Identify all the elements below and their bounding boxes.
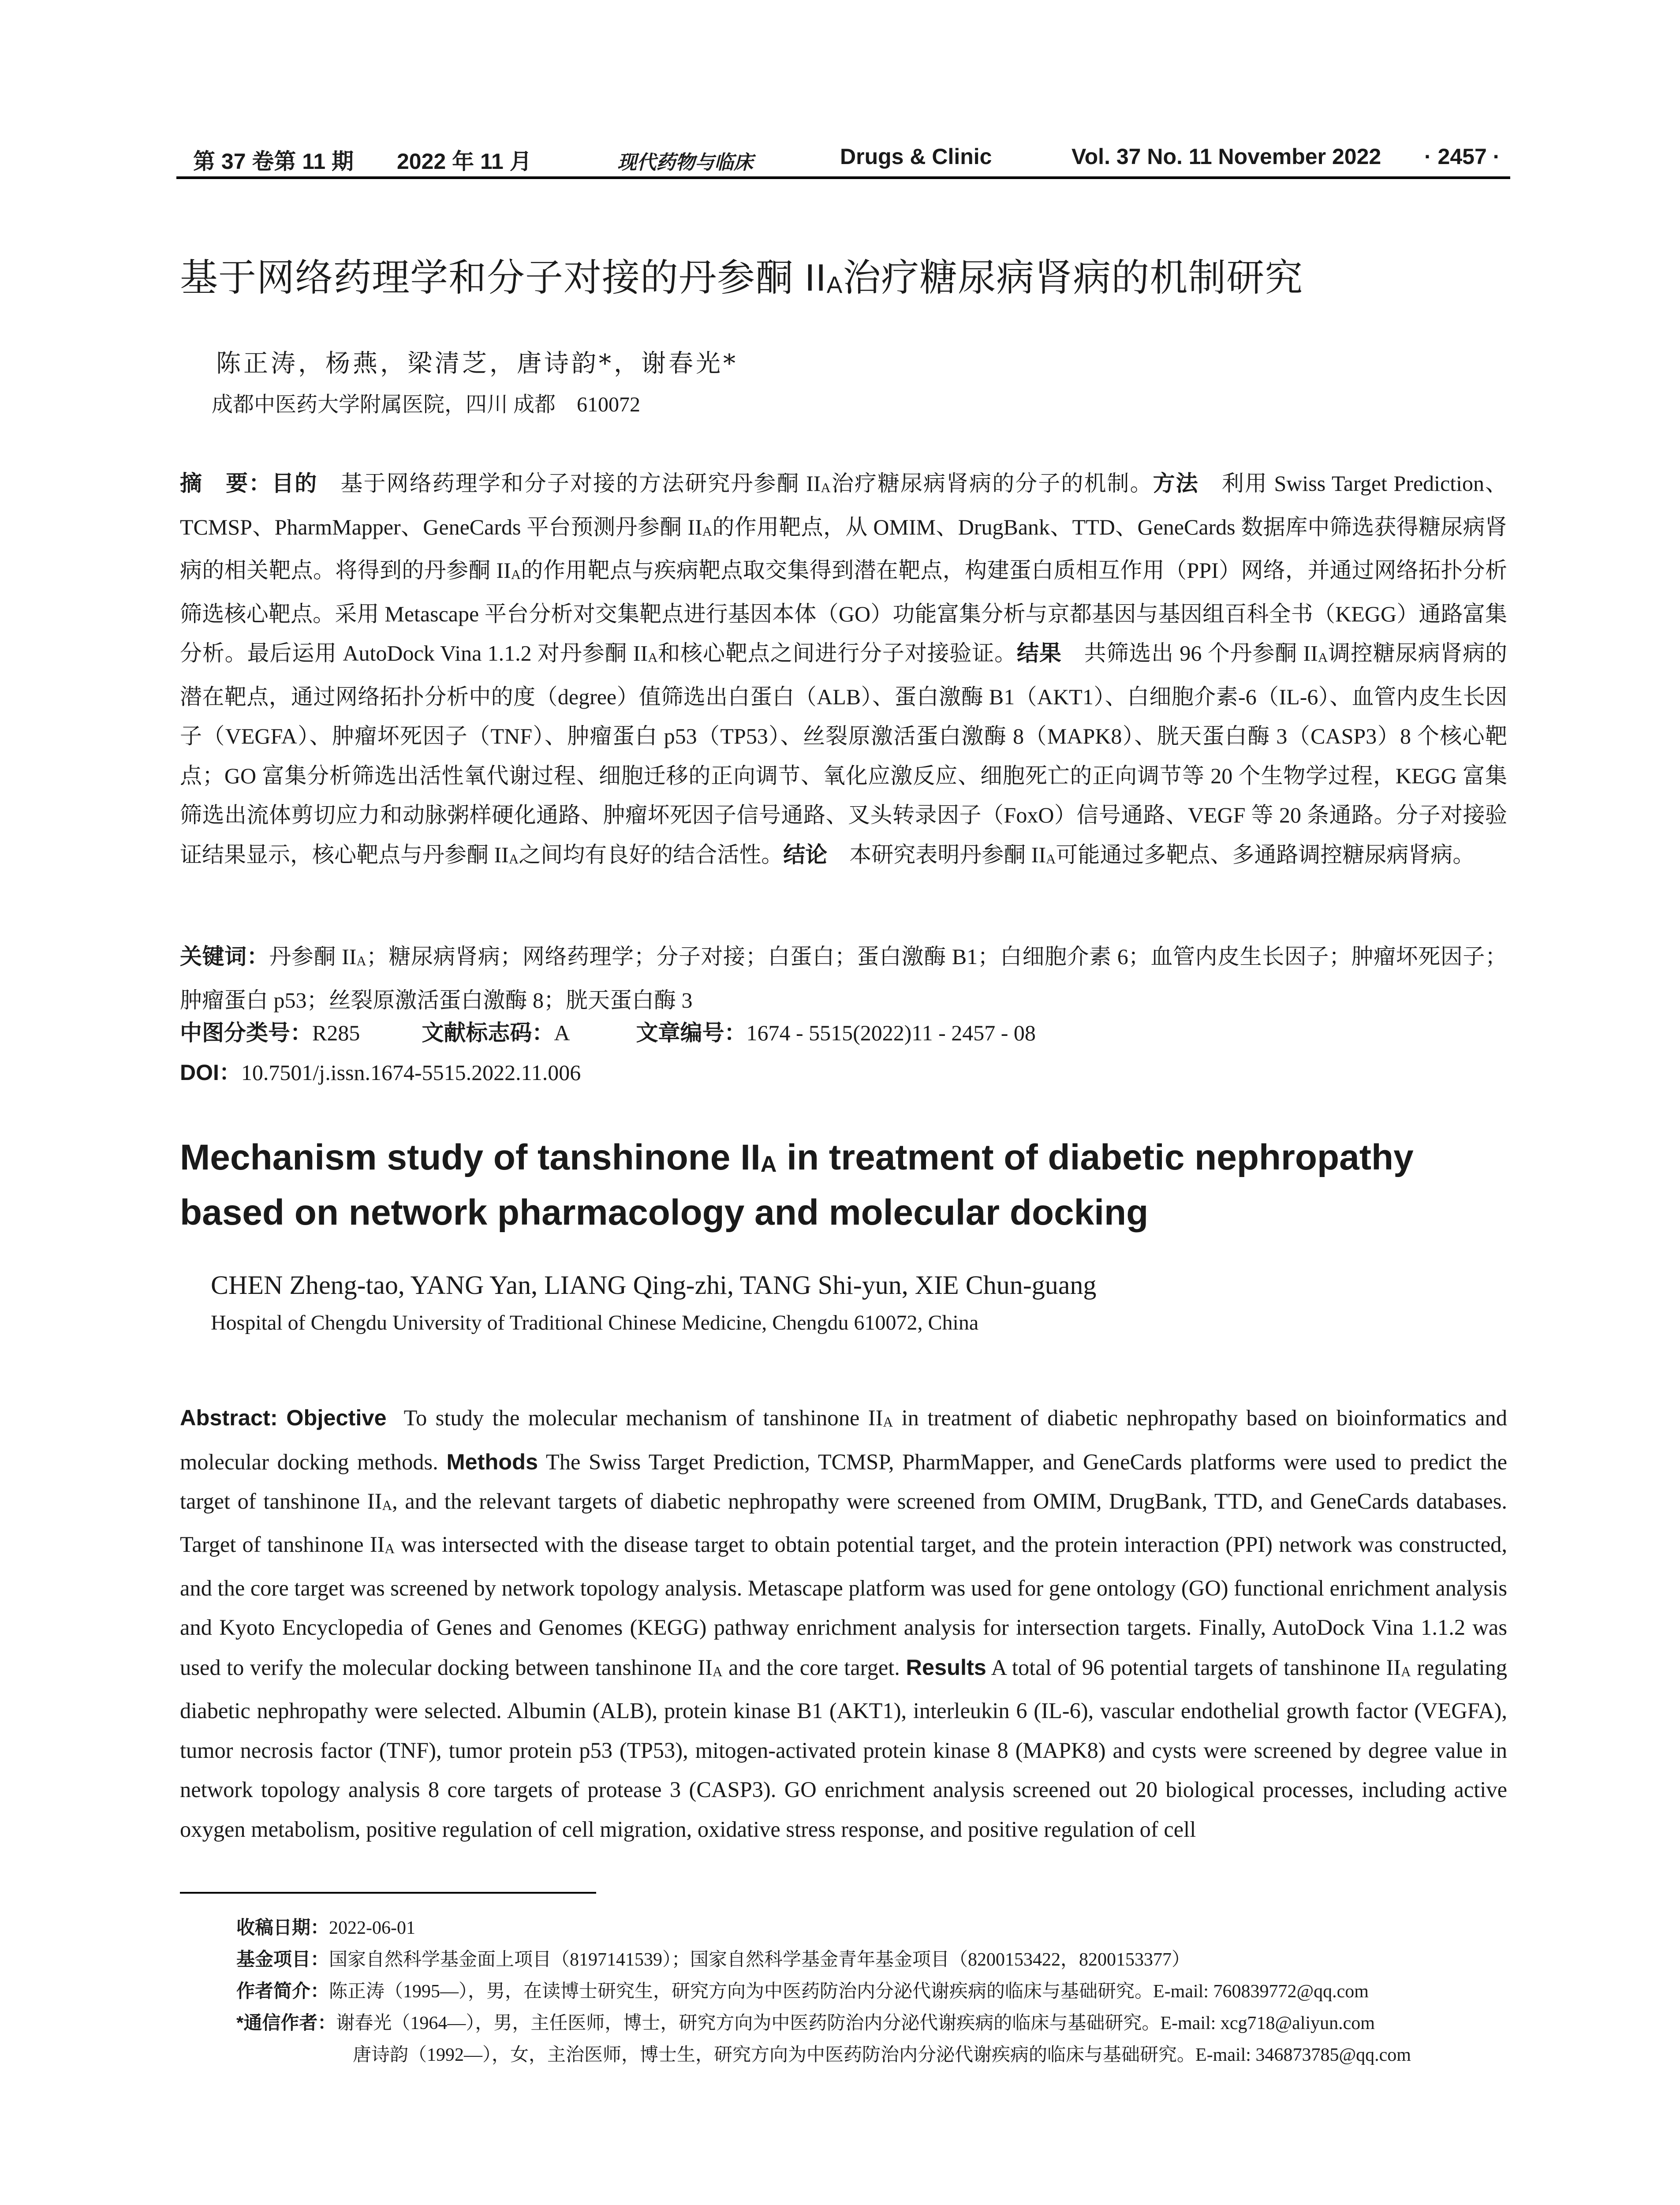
- header-issue-en: Vol. 37 No. 11 November 2022: [1071, 144, 1381, 169]
- doi-line: DOI：10.7501/j.issn.1674-5515.2022.11.006: [180, 1060, 581, 1085]
- header-journal-en: Drugs & Clinic: [840, 144, 992, 169]
- header-journal-cn: 现代药物与临床: [617, 151, 753, 174]
- affiliation-en: Hospital of Chengdu University of Traditional Chinese Medicine, Chengdu 610072, China: [211, 1311, 979, 1334]
- header-rule: [176, 176, 1510, 179]
- footnote-author: 作者简介：陈正涛（1995—），男，在读博士研究生，研究方向为中医药防治内分泌代谢疾病的临床与基础研究。E-mail: 760839772@qq.com: [236, 1981, 1369, 2002]
- footnote-corresponding: *通信作者：谢春光（1964—），男，主任医师，博士，研究方向为中医药防治内分泌代谢疾病的临床与基础研究。E-mail: xcg718@aliyun.com: [236, 2012, 1375, 2033]
- authors-cn: 陈正涛，杨燕，梁清芝，唐诗韵*，谢春光*: [216, 349, 738, 378]
- title-cn: 基于网络药理学和分子对接的丹参酮 IIA治疗糖尿病肾病的机制研究: [180, 257, 1303, 299]
- affiliation-cn: 成都中医药大学附属医院，四川 成都 610072: [212, 393, 641, 416]
- footnote-corresponding-2: 唐诗韵（1992—），女，主治医师，博士生，研究方向为中医药防治内分泌代谢疾病的临床与基础研究。E-mail: 346873785@qq.com: [353, 2045, 1411, 2065]
- footnote-rule: [180, 1892, 596, 1894]
- classification-line: 中图分类号：R285 文献标志码：A 文章编号：1674 - 5515(2022)11 - 2457 - 08: [180, 1020, 1036, 1045]
- doi-value[interactable]: 10.7501/j.issn.1674-5515.2022.11.006: [241, 1060, 581, 1085]
- header-issue-cn: 第 37 卷第 11 期: [193, 149, 354, 174]
- header-page-number: · 2457 ·: [1424, 144, 1501, 169]
- footnote-fund: 基金项目：国家自然科学基金面上项目（8197141539）；国家自然科学基金青年基金项目（8200153422，8200153377）: [236, 1949, 1191, 1970]
- keywords-cn: 关键词：丹参酮 IIA；糖尿病肾病；网络药理学；分子对接；白蛋白；蛋白激酶 B1；白细胞介素 6；血管内皮生长因子；肿瘤坏死因子；肿瘤蛋白 p53；丝裂原激活蛋白激酶 8；胱天蛋白酶 3: [180, 944, 1507, 1013]
- abstract-en: Abstract: Objective To study the molecular mechanism of tanshinone IIA in treatment of diabetic nephropathy based on bioinformatics and molecular docking methods. Methods The Swiss Target Prediction, TCMSP, PharmMapper, and GeneCards platforms were used to predict the target of tanshinone IIA, and the relevant targets of diabetic nephropathy were screened from OMIM, DrugBank, TTD, and GeneCards databases. Target of tanshinone IIA was intersected with the disease target to obtain potential target, and the protein interaction (PPI) network was constructed, and the core target was screened by network topology analysis. Metascape platform was used for gene ontology (GO) functional enrichment analysis and Kyoto Encyclopedia of Genes and Genomes (KEGG) pathway enrichment analysis for intersection targets. Finally, AutoDock Vina 1.1.2 was used to verify the molecular docking between tanshinone IIA and the core target. Results A total of 96 potential targets of tanshinone IIA regulating diabetic nephropathy were selected. Albumin (ALB), protein kinase B1 (AKT1), interleukin 6 (IL-6), vascular endothelial growth factor (VEGFA), tumor necrosis factor (TNF), tumor protein p53 (TP53), mitogen-activated protein kinase 8 (MAPK8) and cysts were screened by degree value in network topology analysis 8 core targets of protease 3 (CASP3). GO enrichment analysis screened out 20 biological processes, including active oxygen metabolism, positive regulation of cell migration, oxidative stress response, and positive regulation of cell: [180, 1405, 1508, 1842]
- abstract-cn: 摘 要：目的 基于网络药理学和分子对接的方法研究丹参酮 IIA治疗糖尿病肾病的分子的机制。方法 利用 Swiss Target Prediction、TCMSP、PharmMapper、GeneCards 平台预测丹参酮 IIA的作用靶点，从 OMIM、DrugBank、TTD、GeneCards 数据库中筛选获得糖尿病肾病的相关靶点。将得到的丹参酮 IIA的作用靶点与疾病靶点取交集得到潜在靶点，构建蛋白质相互作用（PPI）网络，并通过网络拓扑分析筛选核心靶点。采用 Metascape 平台分析对交集靶点进行基因本体（GO）功能富集分析与京都基因与基因组百科全书（KEGG）通路富集分析。最后运用 AutoDock Vina 1.1.2 对丹参酮 IIA和核心靶点之间进行分子对接验证。结果 共筛选出 96 个丹参酮 IIA调控糖尿病肾病的潜在靶点，通过网络拓扑分析中的度（degree）值筛选出白蛋白（ALB）、蛋白激酶 B1（AKT1）、白细胞介素-6（IL-6）、血管内皮生长因子（VEGFA）、肿瘤坏死因子（TNF）、肿瘤蛋白 p53（TP53）、丝裂原激活蛋白激酶 8（MAPK8）、胱天蛋白酶 3（CASP3）8 个核心靶点；GO 富集分析筛选出活性氧代谢过程、细胞迁移的正向调节、氧化应激反应、细胞死亡的正向调节等 20 个生物学过程，KEGG 富集筛选出流体剪切应力和动脉粥样硬化通路、肿瘤坏死因子信号通路、叉头转录因子（FoxO）信号通路、VEGF 等 20 条通路。分子对接验证结果显示，核心靶点与丹参酮 IIA之间均有良好的结合活性。结论 本研究表明丹参酮 IIA可能通过多靶点、多通路调控糖尿病肾病。: [180, 471, 1508, 867]
- title-en: Mechanism study of tanshinone IIA in treatment of diabetic nephropathy based on network pharmacology and molecular docking: [180, 1137, 1414, 1233]
- footnote-received: 收稿日期：2022-06-01: [236, 1917, 415, 1938]
- authors-en: CHEN Zheng-tao, YANG Yan, LIANG Qing-zhi, TANG Shi-yun, XIE Chun-guang: [211, 1271, 1097, 1300]
- header-date-cn: 2022 年 11 月: [397, 149, 532, 174]
- running-header: [176, 140, 1510, 178]
